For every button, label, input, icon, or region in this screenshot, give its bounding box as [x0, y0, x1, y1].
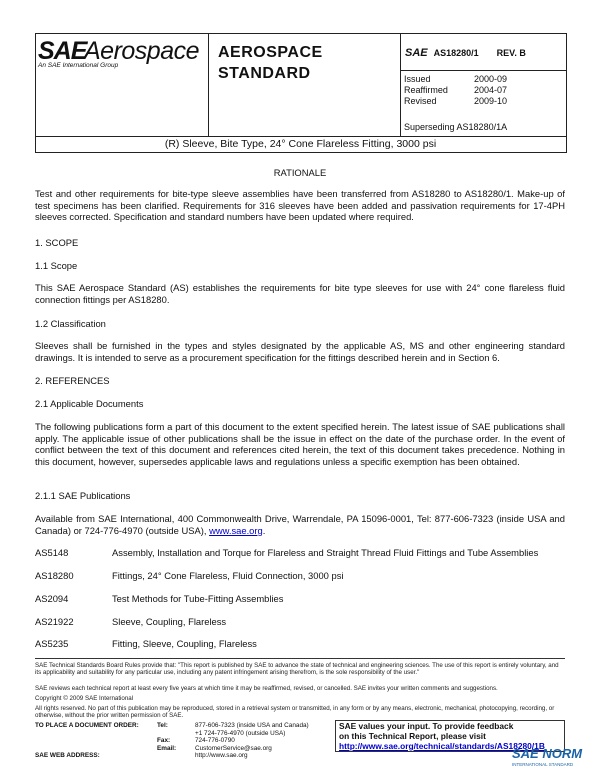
standard-type: [218, 42, 323, 84]
tel-label: Tel:: [157, 722, 168, 729]
sae-website-link[interactable]: www.sae.org: [209, 524, 263, 536]
sae-publications-text: [35, 513, 565, 536]
sae-logo-aerospace: Aerospace: [84, 37, 200, 65]
reference-item: [35, 570, 343, 581]
email-label: Email:: [157, 744, 177, 752]
footer-rule: [35, 658, 565, 659]
reference-item: [35, 547, 538, 558]
sae-mark: SAE: [405, 47, 428, 59]
reference-title: Fittings, 24° Cone Flareless, Fluid Connection, 3000 psi: [112, 570, 344, 581]
reference-item: [35, 638, 257, 649]
reference-code: AS5235: [35, 638, 69, 649]
doc-number: AS18280/1: [433, 48, 479, 58]
fax-number: 724-776-0790: [195, 737, 235, 745]
tel-outside: +1 724-776-4970 (outside USA): [195, 729, 286, 737]
reference-code: AS18280: [35, 570, 74, 581]
revision: REV. B: [496, 48, 526, 58]
reference-title: Sleeve, Coupling, Flareless: [112, 616, 227, 627]
classification-text: Sleeves shall be furnished in the types and styles designated by the applicable AS, MS and other engineering standard drawings. It is intended to serve as a procurement specification for the fittings described herein and in Section 6.: [35, 340, 565, 363]
tel-inside: 877-606-7323 (inside USA and Canada): [195, 722, 309, 729]
order-contact: [35, 722, 313, 760]
subsection-heading: 1.2 Classification: [35, 318, 106, 329]
reference-title: Test Methods for Tube-Fitting Assemblies: [112, 593, 284, 604]
reference-code: AS5148: [35, 547, 69, 558]
reaffirmed-date: 2004-07: [474, 85, 508, 95]
footer-disclaimer: SAE Technical Standards Board Rules provide that: "This report is published by SAE to advance the state of technical and engineering sciences. The use of this report is entirely voluntary, and its applicability and suitability for any particular use, including any patent infringement arising therefrom, is the sole responsibility of the user.": [35, 662, 559, 677]
feedback-line: SAE values your input. To provide feedback: [339, 721, 514, 731]
issued-label: Issued: [404, 74, 431, 84]
reference-code: AS21922: [35, 616, 74, 627]
document-dates: [404, 74, 507, 107]
web-address: http://www.sae.org: [195, 752, 248, 760]
email-address: CustomerService@sae.org: [195, 744, 272, 752]
subsection-heading: 1.1 Scope: [35, 260, 78, 271]
applicable-docs-text: The following publications form a part of this document to the extent specified herein. The latest issue of SAE publications shall apply. The applicable issue of other publications shall be the issue in effect on the date of the purchase order. In the event of conflict between the text of this document and references cited herein, the text of this document takes precedence. Nothing in this document, however, supersedes applicable laws and regulations unless a specific exemption has been obtained.: [35, 421, 565, 467]
fax-label: Fax:: [157, 737, 171, 745]
sae-publications-end: .: [262, 524, 266, 536]
header-divider: [35, 136, 566, 137]
scope-text: This SAE Aerospace Standard (AS) establishes the requirements for bite type sleeves for use with 24° cone flareless fluid connection fittings per AS18280.: [35, 282, 565, 305]
section-heading: 2. REFERENCES: [35, 375, 110, 386]
subsection-heading: 2.1.1 SAE Publications: [35, 490, 131, 501]
sae-logo: SAE: [38, 37, 87, 65]
standard-type-line1: AEROSPACE: [218, 44, 323, 61]
rationale-heading: RATIONALE: [273, 167, 327, 178]
watermark-subtitle: INTERNATIONAL STANDARD: [512, 762, 574, 767]
header-divider: [400, 33, 401, 136]
standard-type-line2: STANDARD: [218, 65, 311, 82]
logo-subtitle: An SAE International Group: [38, 62, 119, 69]
order-label: TO PLACE A DOCUMENT ORDER:: [35, 722, 139, 729]
reference-item: [35, 593, 283, 604]
header-divider: [400, 70, 566, 71]
subsection-heading: 2.1 Applicable Documents: [35, 398, 144, 409]
footer-review-note: SAE reviews each technical report at least every five years at which time it may be reaffirmed, revised, or cancelled. SAE invites your written comments and suggestions.: [35, 685, 498, 692]
watermark-logo: SAE NORM: [512, 746, 583, 761]
issued-date: 2000-09: [474, 74, 508, 84]
reference-code: AS2094: [35, 593, 69, 604]
sae-publications-body: Available from SAE International, 400 Commonwealth Drive, Warrendale, PA 15096-0001, Tel: 877-606-7323 (inside USA and Canada) or 724-776-4970 (outside USA),: [35, 513, 565, 536]
web-label: SAE WEB ADDRESS:: [35, 752, 100, 760]
feedback-link[interactable]: http://www.sae.org/technical/standards/AS18280/1B: [339, 740, 545, 751]
document-title: (R) Sleeve, Bite Type, 24° Cone Flareless Fitting, 3000 psi: [164, 138, 437, 150]
revised-label: Revised: [404, 96, 437, 106]
reaffirmed-label: Reaffirmed: [404, 85, 448, 95]
feedback-line: on this Technical Report, please visit: [339, 730, 486, 741]
footer-rights: All rights reserved. No part of this publication may be reproduced, stored in a retrieval system or transmitted, in any form or by any means, electronic, mechanical, photocopying, recording, or otherwise, without the prior written permission of SAE.: [35, 705, 555, 720]
revised-date: 2009-10: [474, 96, 508, 106]
reference-item: [35, 616, 226, 627]
footer-copyright: Copyright © 2009 SAE International: [35, 695, 134, 702]
document-number: [405, 47, 526, 59]
header-divider: [208, 33, 209, 136]
superseding-note: Superseding AS18280/1A: [404, 122, 508, 132]
reference-title: Fitting, Sleeve, Coupling, Flareless: [112, 638, 257, 649]
section-heading: 1. SCOPE: [35, 237, 79, 248]
reference-title: Assembly, Installation and Torque for Flareless and Straight Thread Fluid Fittings and Tube Assemblies: [112, 547, 539, 558]
rationale-text: Test and other requirements for bite-type sleeve assemblies have been transferred from AS18280 to AS18280/1. Make-up of test specimens has been clarified. Requirements for 316 sleeves have been added and passivation requirements for 17-4PH sleeves corrected. Specification and standard numbers have been updated where required.: [35, 188, 565, 223]
